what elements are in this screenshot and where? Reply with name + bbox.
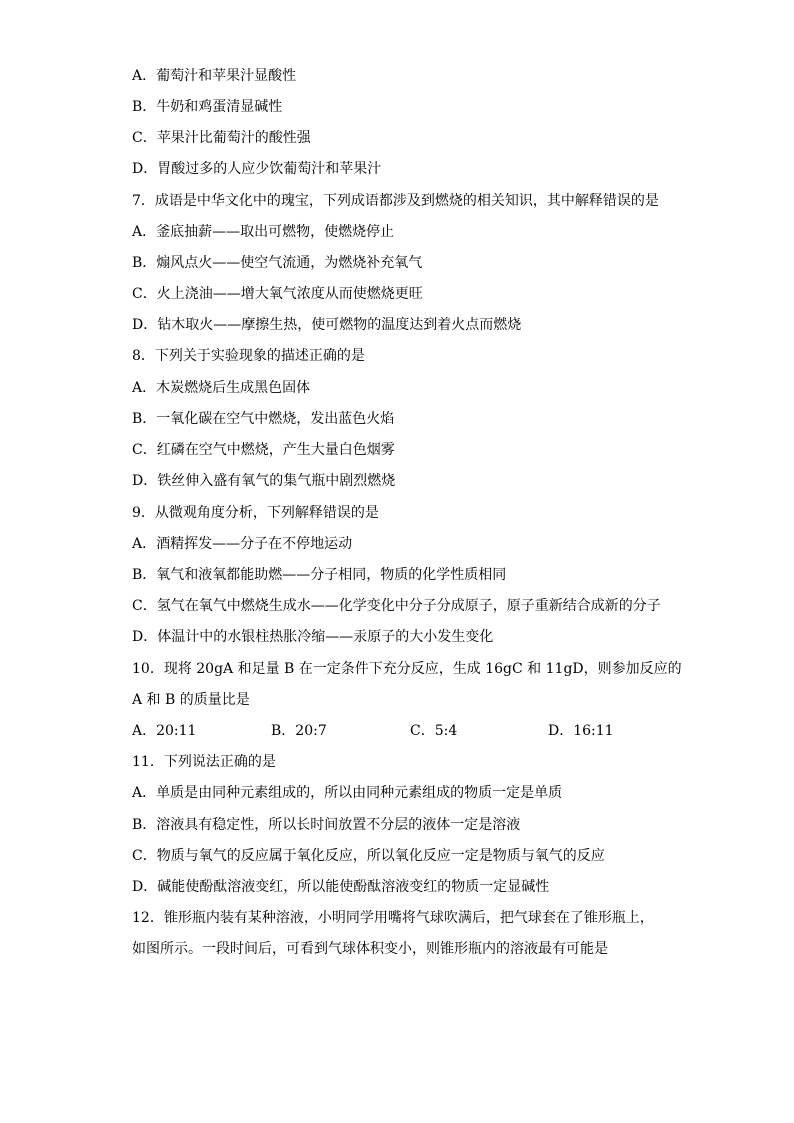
q7-option-b: B．煽风点火——使空气流通，为燃烧补充氧气 <box>132 255 423 271</box>
q9-stem: 9．从微观角度分析，下列解释错误的是 <box>132 505 379 521</box>
q11-stem: 11．下列说法正确的是 <box>132 754 276 770</box>
q7-option-a: A．釜底抽薪——取出可燃物，使燃烧停止 <box>132 224 395 240</box>
q8-stem: 8．下列关于实验现象的描述正确的是 <box>132 348 365 364</box>
q6-option-a: A．葡萄汁和苹果汁显酸性 <box>132 68 297 84</box>
q9-option-b: B．氧气和液氧都能助燃——分子相同，物质的化学性质相同 <box>132 567 507 583</box>
q9-option-a: A．酒精挥发——分子在不停地运动 <box>132 536 353 552</box>
q10-option-d: D．16:11 <box>548 723 614 739</box>
q6-option-d: D．胃酸过多的人应少饮葡萄汁和苹果汁 <box>132 161 382 177</box>
q6-option-b: B．牛奶和鸡蛋清显碱性 <box>132 99 283 115</box>
q10-stem-line-1: 10．现将 20gA 和足量 B 在一定条件下充分反应，生成 16gC 和 11gD，则参加反应的 <box>132 661 682 677</box>
q9-option-d: D．体温计中的水银柱热胀冷缩——汞原子的大小发生变化 <box>132 629 494 645</box>
q11-option-b: B．溶液具有稳定性，所以长时间放置不分层的液体一定是溶液 <box>132 817 521 833</box>
q12-stem-line-2: 如图所示。一段时间后，可看到气球体积变小，则锥形瓶内的溶液最有可能是 <box>132 941 608 957</box>
q9-option-c: C．氢气在氧气中燃烧生成水——化学变化中分子分成原子，原子重新结合成新的分子 <box>132 598 661 614</box>
q10-stem-line-2: A 和 B 的质量比是 <box>132 692 250 708</box>
q8-option-b: B．一氧化碳在空气中燃烧，发出蓝色火焰 <box>132 411 395 427</box>
q7-stem: 7．成语是中华文化中的瑰宝，下列成语都涉及到燃烧的相关知识，其中解释错误的是 <box>132 193 659 209</box>
q10-option-b: B．20:7 <box>271 723 327 739</box>
q8-option-a: A．木炭燃烧后生成黑色固体 <box>132 380 311 396</box>
q12-stem-line-1: 12．锥形瓶内装有某种溶液，小明同学用嘴将气球吹满后，把气球套在了锥形瓶上， <box>132 910 654 926</box>
q10-option-a: A．20:11 <box>132 723 197 739</box>
q8-option-d: D．铁丝伸入盛有氧气的集气瓶中剧烈燃烧 <box>132 473 396 489</box>
q11-option-a: A．单质是由同种元素组成的，所以由同种元素组成的物质一定是单质 <box>132 785 563 801</box>
q8-option-c: C．红磷在空气中燃烧，产生大量白色烟雾 <box>132 442 395 458</box>
q11-option-c: C．物质与氧气的反应属于氧化反应，所以氧化反应一定是物质与氧气的反应 <box>132 848 605 864</box>
q6-option-c: C．苹果汁比葡萄汁的酸性强 <box>132 130 311 146</box>
q7-option-c: C．火上浇油——增大氧气浓度从而使燃烧更旺 <box>132 286 423 302</box>
q7-option-d: D．钻木取火——摩擦生热，使可燃物的温度达到着火点而燃烧 <box>132 317 522 333</box>
q11-option-d: D．碱能使酚酞溶液变红，所以能使酚酞溶液变红的物质一定显碱性 <box>132 879 550 895</box>
q10-option-c: C．5:4 <box>410 723 458 739</box>
